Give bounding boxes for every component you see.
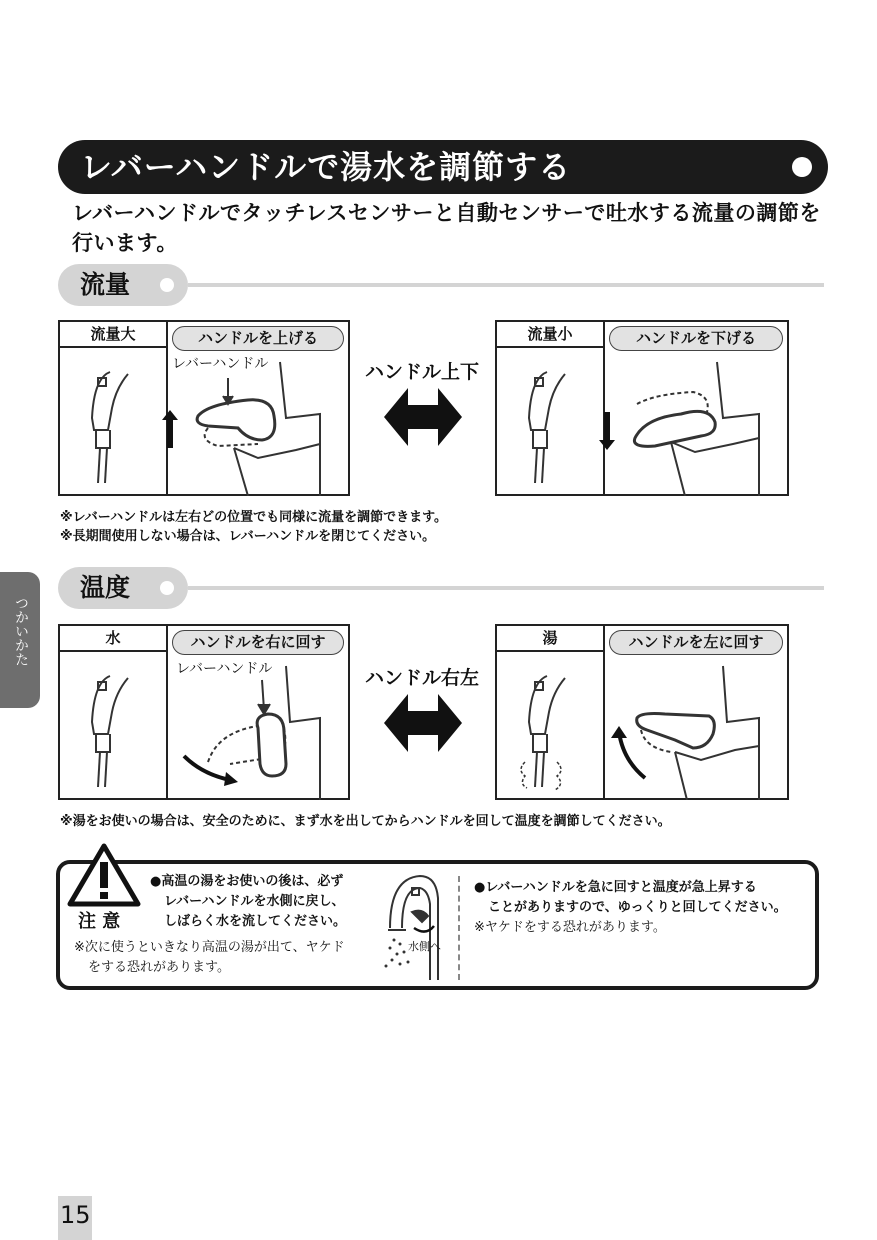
- caution-divider: [458, 876, 460, 980]
- cold-label: 水: [105, 629, 121, 647]
- raise-handle-label: ハンドルを上げる: [172, 326, 344, 351]
- section-heading-temp: 温度: [80, 573, 131, 602]
- flow-small-illustration: [495, 348, 789, 496]
- flow-note-2: ※長期間使用しない場合は、レバーハンドルを閉じてください。: [60, 529, 436, 544]
- hot-label: 湯: [542, 629, 558, 647]
- caution-left-note2: をする恐れがあります。: [88, 960, 230, 975]
- flow-large-label: 流量大: [90, 325, 136, 343]
- title-dot: [792, 157, 812, 177]
- double-arrow-icon: [384, 388, 462, 446]
- faucet-icon: [529, 372, 565, 483]
- flow-note-1: ※レバーハンドルは左右どの位置でも同様に流量を調節できます。: [60, 510, 448, 525]
- lever-handle-label: レバーハンドル: [176, 661, 273, 677]
- temp-center-label: ハンドル右左: [364, 667, 479, 689]
- caution-left-note1: ※次に使うといきなり高温の湯が出て、ヤケド: [74, 940, 345, 955]
- section-dot: [160, 581, 174, 595]
- lever-illustration: [634, 362, 759, 496]
- page-number: 15: [60, 1201, 91, 1229]
- temp-cold-illustration: [58, 652, 350, 800]
- page-title: レバーハンドルで湯水を調節する: [80, 148, 572, 186]
- turn-left-label: ハンドルを左に回す: [609, 630, 783, 655]
- faucet-icon: [92, 372, 128, 483]
- section-dot: [160, 278, 174, 292]
- curved-arrow-icon: [184, 756, 230, 780]
- caution-left-line3: しばらく水を流してください。: [164, 914, 347, 929]
- faucet-icon: [92, 676, 128, 787]
- caution-faucet-illustration: [372, 868, 452, 980]
- curved-arrow-icon: [619, 732, 645, 778]
- up-arrow-icon: [162, 410, 178, 448]
- temp-note: ※湯をお使いの場合は、安全のために、まず水を出してからハンドルを回して温度を調節してください。: [60, 814, 671, 829]
- flow-small-label: 流量小: [527, 325, 573, 343]
- steam-icon: [521, 762, 561, 790]
- lever-illustration: [197, 362, 320, 496]
- section-line: [188, 586, 824, 590]
- side-tab-label: つかいかた: [13, 596, 29, 666]
- lower-handle-label: ハンドルを下げる: [609, 326, 783, 351]
- section-line: [188, 283, 824, 287]
- faucet-label: 水側へ: [408, 940, 441, 953]
- lever-illustration: [637, 666, 759, 800]
- turn-right-label: ハンドルを右に回す: [172, 630, 344, 655]
- flow-large-illustration: [58, 348, 350, 496]
- caution-right-line2: ことがありますので、ゆっくりと回してください。: [488, 900, 787, 915]
- intro-text: レバーハンドルでタッチレスセンサーと自動センサーで吐水する流量の調節を行います。: [72, 201, 821, 255]
- flow-center-label: ハンドル上下: [364, 361, 479, 383]
- warning-icon: [66, 842, 142, 908]
- double-arrow-icon: [384, 694, 462, 752]
- temp-hot-illustration: [495, 652, 789, 800]
- caution-left-line2: レバーハンドルを水側に戻し、: [164, 894, 345, 909]
- caution-right-note: ※ヤケドをする恐れがあります。: [474, 920, 666, 935]
- caution-title: 注 意: [78, 911, 121, 932]
- caution-left-line1: ●高温の湯をお使いの後は、必ず: [150, 874, 344, 889]
- caution-right-line1: ●レバーハンドルを急に回すと温度が急上昇する: [474, 880, 757, 895]
- lever-handle-label: レバーハンドル: [172, 356, 269, 372]
- water-spray-icon: [385, 939, 410, 968]
- down-arrow-icon: [599, 412, 615, 450]
- faucet-icon: [529, 676, 565, 787]
- section-heading-flow: 流量: [80, 270, 131, 299]
